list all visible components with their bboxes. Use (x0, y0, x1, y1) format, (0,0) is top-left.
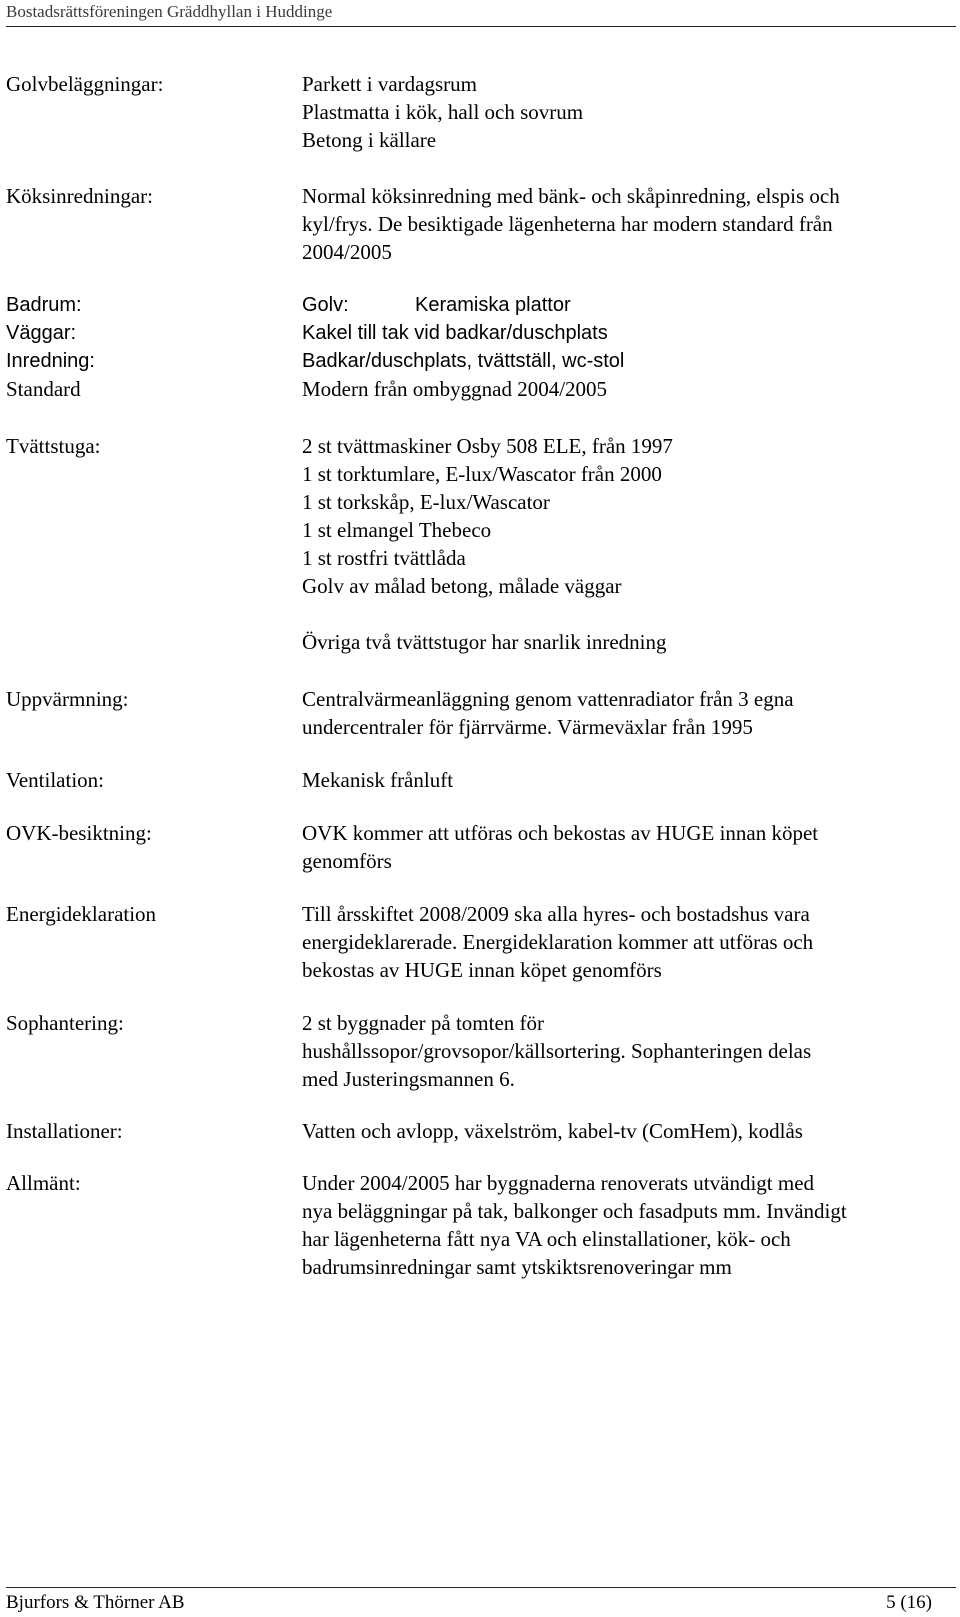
floors-label: Golvbeläggningar: (6, 72, 164, 96)
bathroom-label: Badrum: (6, 294, 82, 316)
laundry-line-4: 1 st elmangel Thebeco (302, 518, 492, 542)
general-line-1: Under 2004/2005 har byggnaderna renoverats utvändigt med (302, 1171, 815, 1195)
footer-company: Bjurfors & Thörner AB (6, 1592, 185, 1613)
bathroom-golv-key: Golv: (302, 294, 349, 316)
general-line-3: har lägenheterna fått nya VA och elinstallationer, kök- och (302, 1227, 791, 1251)
ventilation-label: Ventilation: (6, 768, 104, 792)
walls-value: Kakel till tak vid badkar/duschplats (302, 322, 608, 344)
waste-line-2: hushållssopor/grovsopor/källsortering. Sophanteringen delas (302, 1039, 812, 1063)
standard-value: Modern från ombyggnad 2004/2005 (302, 377, 608, 401)
footer-divider (6, 1587, 956, 1588)
document-header (6, 0, 956, 27)
energy-label: Energideklaration (6, 902, 157, 926)
laundry-line-6: Golv av målad betong, målade väggar (302, 574, 622, 598)
laundry-line-2: 1 st torktumlare, E-lux/Wascator från 2000 (302, 462, 662, 486)
heating-line-2: undercentraler för fjärrvärme. Värmeväxlar från 1995 (302, 715, 753, 739)
ventilation-value: Mekanisk frånluft (302, 768, 454, 792)
footer-page-number: 5 (16) (886, 1592, 932, 1613)
floors-line-2: Plastmatta i kök, hall och sovrum (302, 100, 584, 124)
floors-line-3: Betong i källare (302, 128, 437, 152)
general-line-4: badrumsinredningar samt ytskiktsrenoveringar mm (302, 1255, 732, 1279)
laundry-note: Övriga två tvättstugor har snarlik inredning (302, 630, 667, 654)
energy-line-2: energideklarerade. Energideklaration kommer att utföras och (302, 930, 814, 954)
laundry-label: Tvättstuga: (6, 434, 101, 458)
waste-line-1: 2 st byggnader på tomten för (302, 1011, 545, 1035)
installations-value: Vatten och avlopp, växelström, kabel-tv (ComHem), kodlås (302, 1119, 803, 1143)
standard-label: Standard (6, 377, 81, 401)
ovk-label: OVK-besiktning: (6, 821, 152, 845)
kitchen-line-1: Normal köksinredning med bänk- och skåpinredning, elspis och (302, 184, 840, 208)
heating-label: Uppvärmning: (6, 687, 129, 711)
bathroom-golv-value: Keramiska plattor (415, 294, 571, 316)
fittings-label: Inredning: (6, 350, 95, 372)
installations-label: Installationer: (6, 1119, 123, 1143)
laundry-line-5: 1 st rostfri tvättlåda (302, 546, 466, 570)
walls-label: Väggar: (6, 322, 77, 344)
waste-line-3: med Justeringsmannen 6. (302, 1067, 515, 1091)
kitchen-line-3: 2004/2005 (302, 240, 392, 264)
floors-line-1: Parkett i vardagsrum (302, 72, 477, 96)
laundry-line-1: 2 st tvättmaskiner Osby 508 ELE, från 1997 (302, 434, 673, 458)
fittings-value: Badkar/duschplats, tvättställ, wc-stol (302, 350, 625, 372)
kitchen-line-2: kyl/frys. De besiktigade lägenheterna har modern standard från (302, 212, 833, 236)
heating-line-1: Centralvärmeanläggning genom vattenradiator från 3 egna (302, 687, 794, 711)
waste-label: Sophantering: (6, 1011, 124, 1035)
ovk-line-2: genomförs (302, 849, 392, 873)
energy-line-3: bekostas av HUGE innan köpet genomförs (302, 958, 662, 982)
laundry-line-3: 1 st torkskåp, E-lux/Wascator (302, 490, 550, 514)
kitchen-label: Köksinredningar: (6, 184, 153, 208)
energy-line-1: Till årsskiftet 2008/2009 ska alla hyres- och bostadshus vara (302, 902, 810, 926)
general-label: Allmänt: (6, 1171, 81, 1195)
ovk-line-1: OVK kommer att utföras och bekostas av HUGE innan köpet (302, 821, 819, 845)
general-line-2: nya beläggningar på tak, balkonger och fasadputs mm. Invändigt (302, 1199, 847, 1223)
header-title: Bostadsrättsföreningen Gräddhyllan i Huddinge (6, 2, 333, 21)
